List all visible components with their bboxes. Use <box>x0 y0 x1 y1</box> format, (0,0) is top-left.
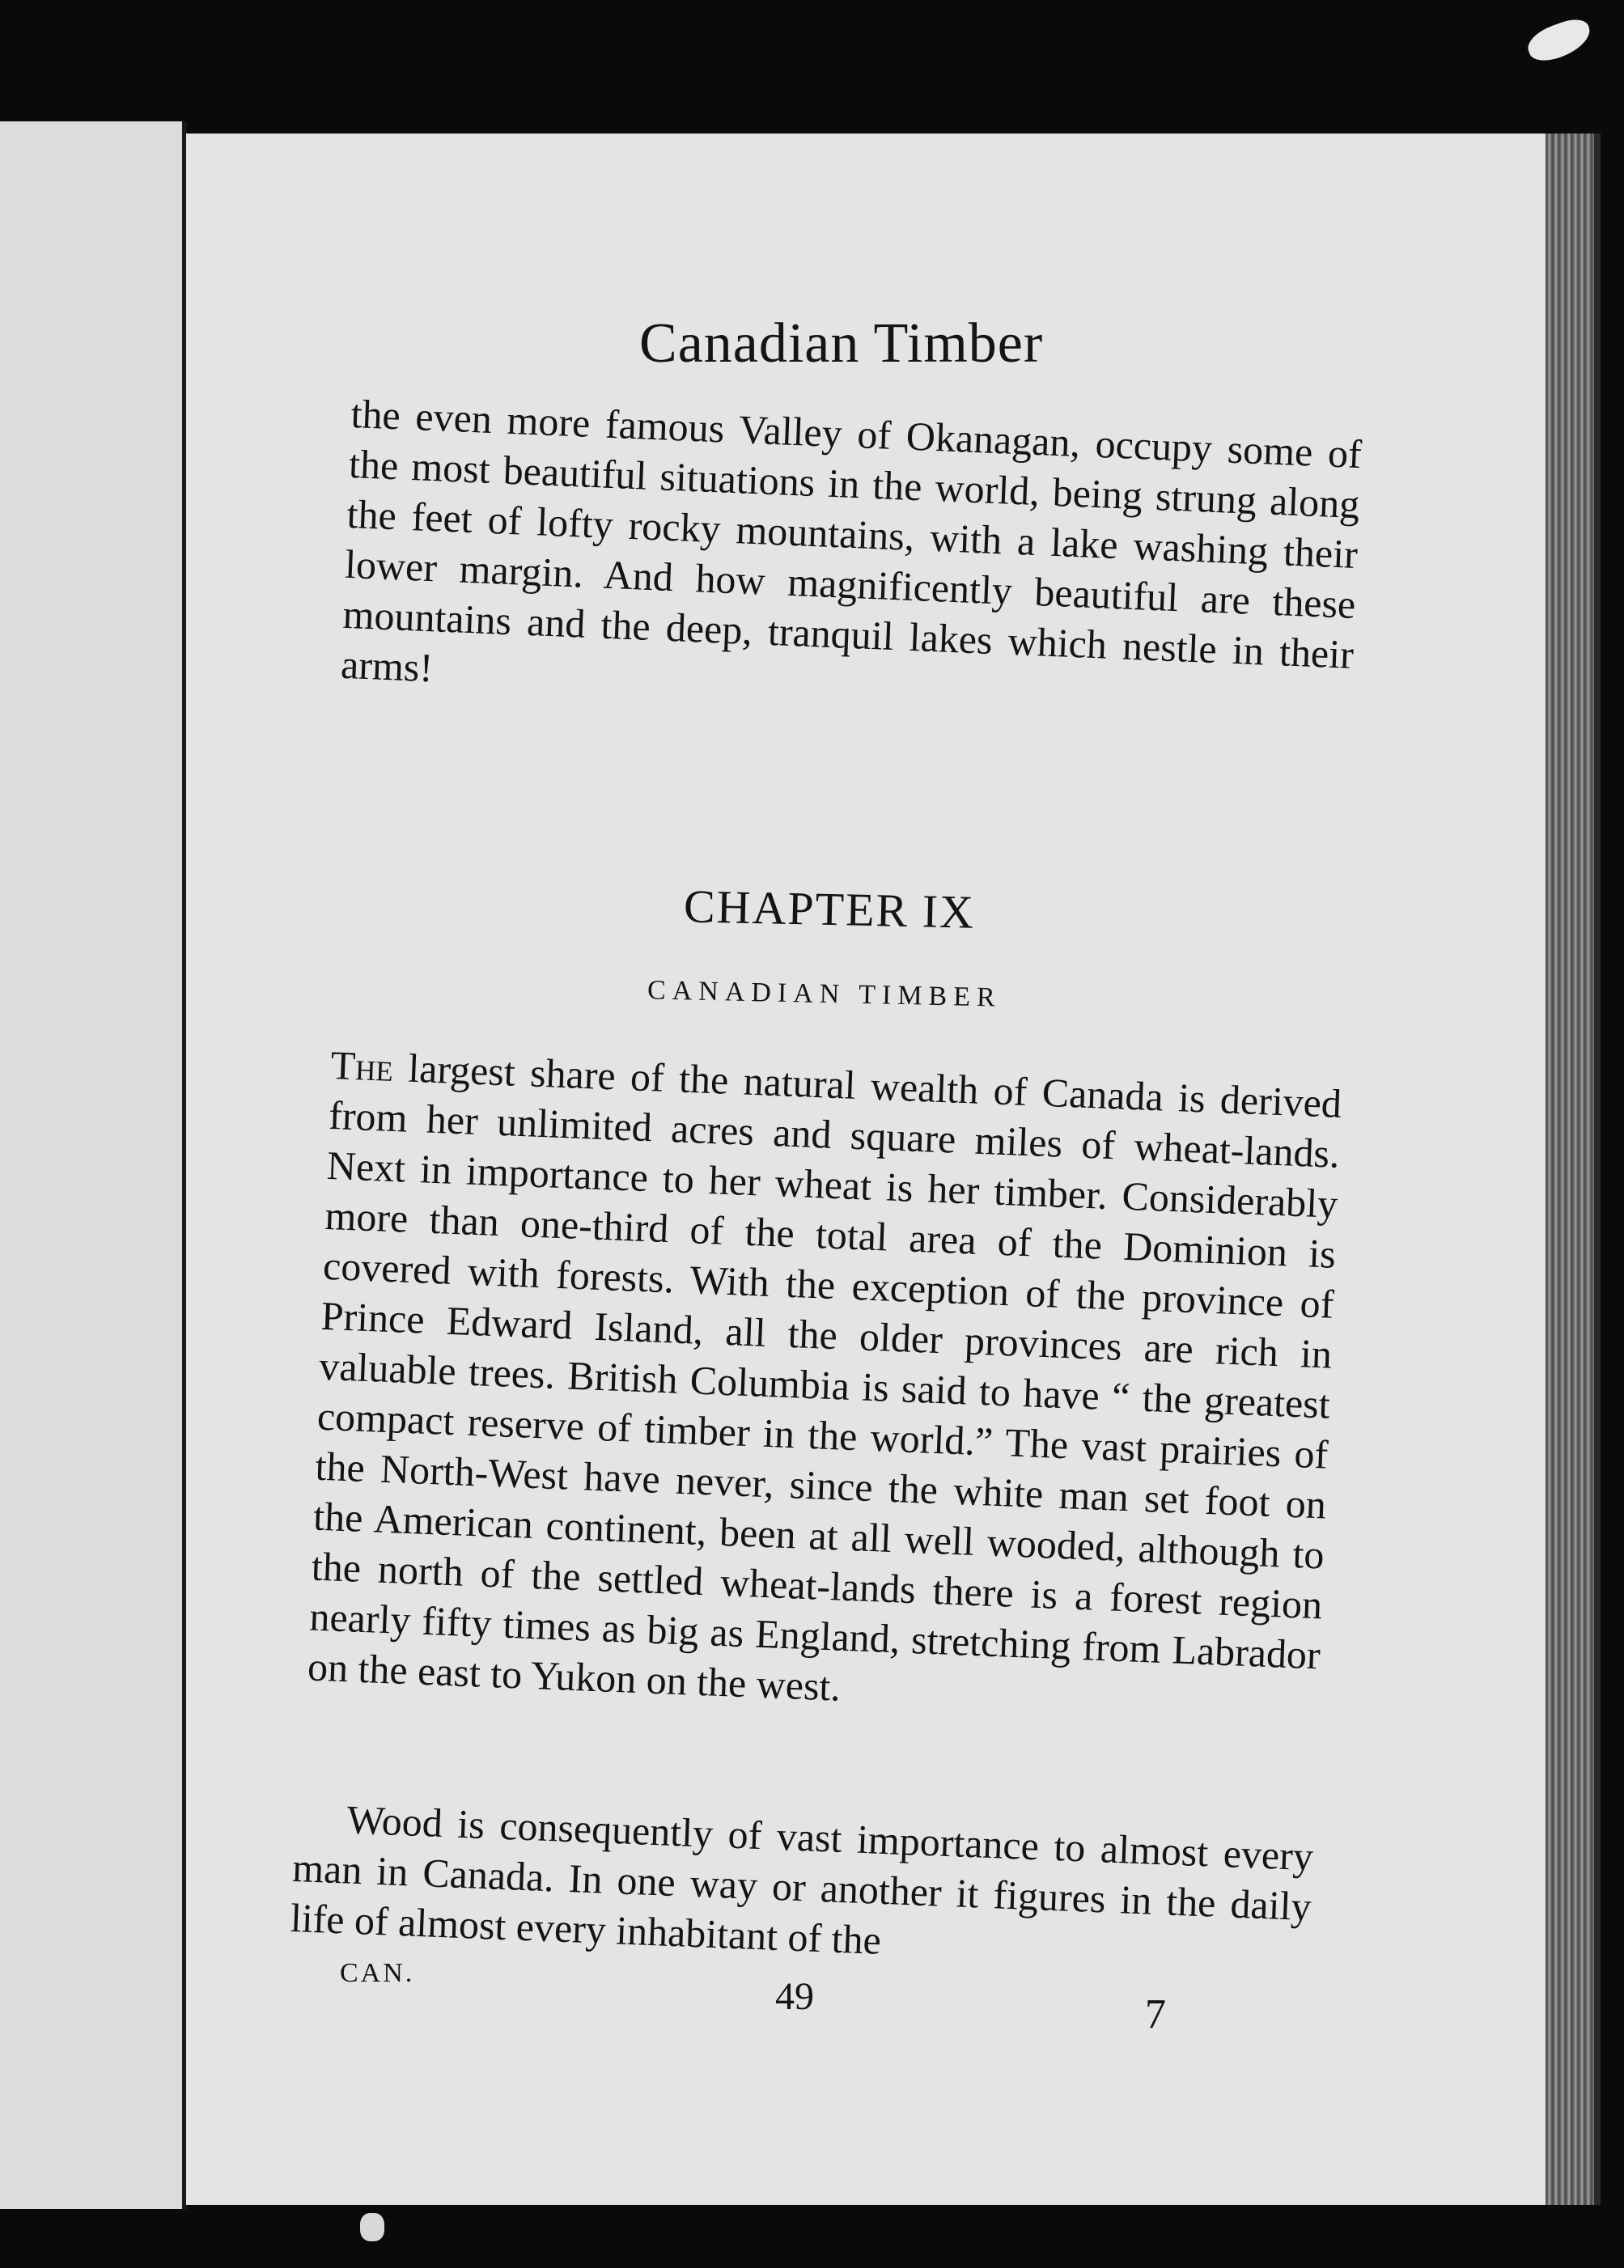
signature-mark: CAN. <box>340 1958 415 1988</box>
signature-number: 7 <box>1145 1991 1166 2037</box>
left-page-edge <box>0 121 187 2209</box>
scan-blot <box>1524 15 1596 67</box>
page-edge-shadow <box>1546 134 1594 2205</box>
chapter-heading: CHAPTER IX <box>683 880 976 939</box>
chapter-paragraph-1 <box>307 1040 1342 1730</box>
lead-word: The <box>329 1041 395 1090</box>
page-number: 49 <box>775 1975 814 2018</box>
paragraph-continued: the even more famous Valley of Okanagan, occupy some of the most beautiful situations in the world, being strung along the feet of lofty rocky mountains, with a lake washing their lower margin. And how magnificently beautiful are these mountains and the deep, tranquil lakes which nestle in their arms! <box>340 390 1363 691</box>
running-head: Canadian Timber <box>639 312 1044 375</box>
chapter-subtitle: CANADIAN TIMBER <box>647 975 1003 1013</box>
scan-smudge <box>360 2213 384 2241</box>
paragraph-1-text: largest share of the natural wealth of Canada is derived from her unlimited acres and square miles of wheat-lands. Next in importance to her wheat is her timber. Considerably more than one-third of the total area of the Dominion is covered with forests. With the exception of the province of Prince Edward Island, all the older provinces are rich in valuable trees. British Columbia is said to have “ the greatest compact reserve of timber in the world.” The vast prairies of the North-West have never, since the white man set foot on the American continent, been at all well wooded, although to the north of the settled wheat-lands there is a forest region nearly fifty times as big as England, stretching from Labrador on the east to Yukon on the west. <box>307 1044 1342 1710</box>
chapter-paragraph-2: Wood is consequently of vast importance to almost every man in Canada. In one way or another it figures in the daily life of almost every inhabitant of the <box>289 1796 1314 1963</box>
